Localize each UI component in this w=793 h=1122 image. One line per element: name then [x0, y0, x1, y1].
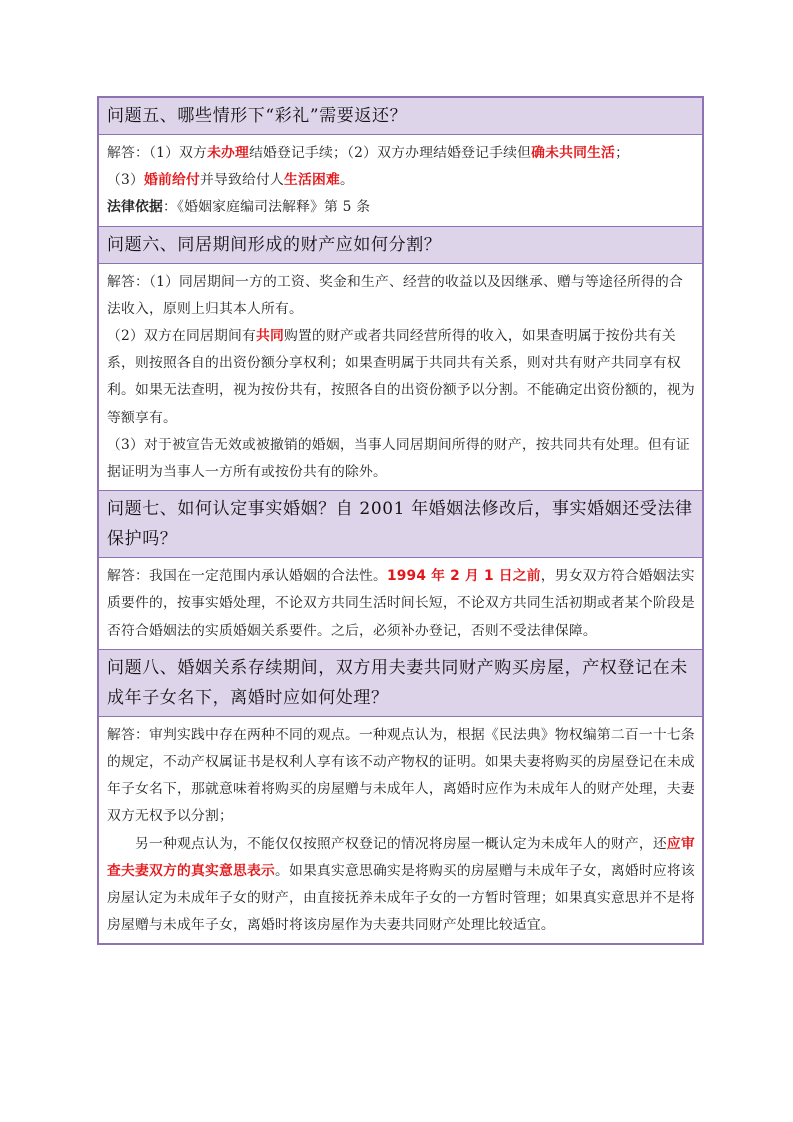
answer-6-para-1: 解答：（1）同居期间一方的工资、奖金和生产、经营的收益以及因继承、赠与等途径所得的合法收入，原则上归其本人所有。	[107, 273, 683, 317]
answer-6-para-2	[107, 323, 696, 432]
answer-5-line-1	[107, 140, 696, 167]
answer-6	[99, 263, 702, 491]
answer-8	[99, 716, 702, 944]
highlight-text: 应审查夫妻双方的真实意思表示	[107, 835, 695, 879]
answer-5-text: 。	[339, 172, 354, 189]
question-7-text: 问题七、如何认定事实婚姻？自 2001 年婚姻法修改后，事实婚姻还受法律保护吗？	[107, 499, 693, 550]
highlight-text: 婚前给付	[143, 172, 200, 189]
question-6	[99, 226, 702, 263]
answer-6-text: （2）双方在同居期间有	[107, 328, 256, 345]
answer-5-text: 并导致给付人	[199, 172, 284, 189]
highlight-text: 共同	[255, 328, 284, 345]
answer-8-text: 。如果真实意思确实是将购买的房屋赠与未成年子女，离婚时应将该房屋认定为未成年子女的财产，由直接抚养未成年子女的一方暂时管理；如果真实意思并不是将房屋赠与未成年子女，离婚时将该房屋作为夫妻共同财产处理比较适宜。	[107, 862, 695, 934]
answer-5-text: 解答：（1）双方	[107, 145, 208, 161]
highlight-text: 1994 年 2 月 1 日之前	[386, 568, 541, 585]
question-5	[99, 98, 702, 134]
highlight-text: 确未共同生活	[531, 145, 616, 161]
answer-5	[99, 134, 702, 226]
answer-8-para-2	[107, 831, 696, 940]
answer-7-para	[107, 563, 696, 645]
answer-5-text: 结婚登记手续；（2）双方办理结婚登记手续但	[249, 145, 532, 161]
question-6-text: 问题六、同居期间形成的财产应如何分割？	[107, 234, 442, 255]
qa-table	[97, 96, 704, 945]
legal-basis-text: ：《婚姻家庭编司法解释》第 5 条	[163, 199, 371, 216]
answer-5-line-2	[107, 167, 696, 194]
answer-7-text: ，男女双方符合婚姻法实质要件的，按事实婚处理，不论双方共同生活时间长短，不论双方共同生活初期或者某个阶段是否符合婚姻法的实质婚姻关系要件。之后，必须补办登记，否则不受法律保障。	[107, 568, 695, 639]
question-8	[99, 649, 702, 716]
answer-8-para-1: 解答：审判实践中存在两种不同的观点。一种观点认为，根据《民法典》物权编第二百一十七条的规定，不动产权属证书是权利人享有该不动产物权的证明。如果夫妻将购买的房屋登记在未成年子女名下，那就意味着将购买的房屋赠与未成年人，离婚时应作为未成年人的财产处理，夫妻双方无权予以分割；	[107, 726, 695, 825]
answer-7-text: 解答：我国在一定范围内承认婚姻的合法性。	[107, 568, 387, 585]
legal-basis	[107, 194, 696, 221]
highlight-text: 生活困难	[283, 172, 340, 189]
question-7	[99, 490, 702, 557]
answer-5-text: ；	[615, 145, 630, 161]
question-5-text: 问题五、哪些情形下“彩礼”需要返还？	[107, 106, 408, 126]
answer-6-text: 购置的财产或者共同经营所得的收入，如果查明属于按份共有关系，则按照各自的出资份额分享权利；如果查明属于共同共有关系，则对共有财产共同享有权利。如果无法查明，视为按份共有，按照各自的出资份额予以分割。不能确定出资份额的，视为等额享有。	[107, 328, 695, 426]
highlight-text: 未办理	[207, 145, 250, 161]
answer-7	[99, 557, 702, 649]
answer-5-text: （3）	[107, 172, 144, 189]
question-8-text: 问题八、婚姻关系存续期间，双方用夫妻共同财产购买房屋，产权登记在未成年子女名下，离婚时应如何处理？	[107, 657, 688, 708]
legal-basis-label: 法律依据	[107, 199, 163, 216]
answer-8-text: 另一种观点认为，不能仅仅按照产权登记的情况将房屋一概认定为未成年人的财产，还	[135, 835, 667, 852]
answer-6-para-3: （3）对于被宣告无效或被撤销的婚姻，当事人同居期间所得的财产，按共同共有处理。但有证据证明为当事人一方所有或按份共有的除外。	[107, 436, 690, 481]
